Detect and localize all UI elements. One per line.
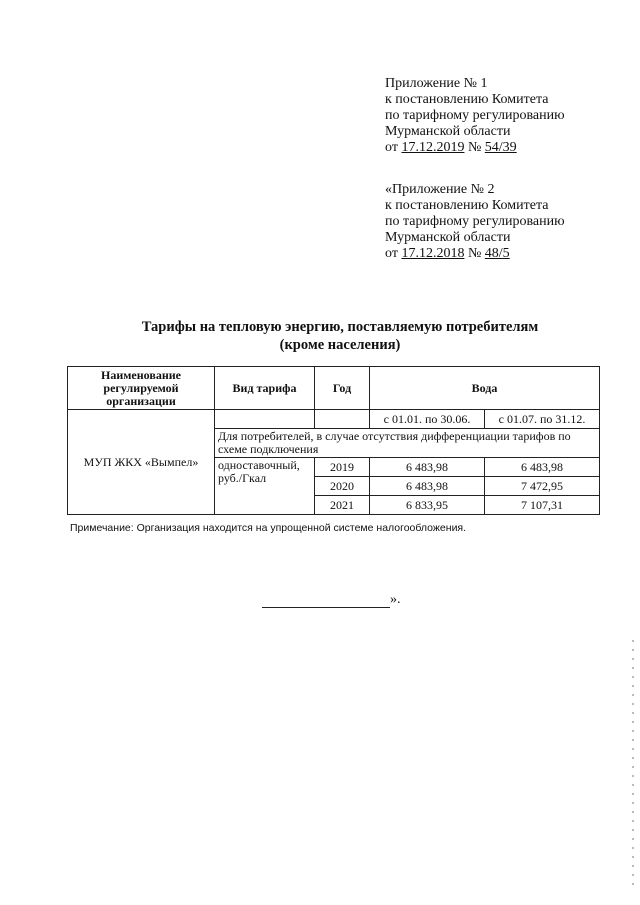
period-2-cell: с 01.07. по 31.12. (485, 410, 600, 429)
appendix-1-block (385, 76, 625, 156)
appendix-1-line-2: к постановлению Комитета (385, 92, 549, 107)
title-line-2: (кроме населения) (279, 337, 401, 353)
closing-quote: ». (390, 592, 401, 607)
year-cell: 2019 (315, 458, 370, 477)
appendix-2-number: 48/5 (484, 246, 510, 261)
header-org: Наименование регулируемой организации (68, 367, 215, 410)
org-name-cell: МУП ЖКХ «Вымпел» (68, 410, 215, 515)
appendix-2-line-4: Мурманской области (385, 230, 511, 245)
tariff-label-cell: одноставочный, руб./Гкал (215, 458, 315, 515)
year-cell: 2021 (315, 496, 370, 515)
number-prefix: № (464, 246, 485, 261)
appendix-2-line-3: по тарифному регулированию (385, 214, 565, 229)
group-label-cell: Для потребителей, в случае отсутствия дифференциации тарифов по схеме подключения (215, 429, 600, 458)
header-year: Год (315, 367, 370, 410)
appendix-1-line-4: Мурманской области (385, 124, 511, 139)
value-h1-cell: 6 483,98 (370, 458, 485, 477)
number-prefix: № (464, 140, 485, 155)
period-1-cell: с 01.01. по 30.06. (370, 410, 485, 429)
table-header-row (68, 367, 600, 410)
title-line-1: Тарифы на тепловую энергию, поставляемую потребителям (141, 319, 539, 335)
appendix-1-number: 54/39 (484, 140, 517, 155)
appendix-2-date: 17.12.2018 (401, 246, 465, 261)
value-h2-cell: 7 472,95 (485, 477, 600, 496)
header-water: Вода (370, 367, 600, 410)
closing-line (262, 592, 401, 608)
date-prefix: от (385, 140, 402, 155)
appendix-1-date: 17.12.2019 (401, 140, 465, 155)
appendix-2-line-2: к постановлению Комитета (385, 198, 549, 213)
appendix-2-line-1: «Приложение № 2 (385, 182, 495, 197)
scan-edge-marks (632, 640, 634, 890)
value-h1-cell: 6 833,95 (370, 496, 485, 515)
table-periods-row (68, 410, 600, 429)
empty-cell (215, 410, 315, 429)
appendix-1-line-1: Приложение № 1 (385, 76, 488, 91)
date-prefix: от (385, 246, 402, 261)
appendix-1-line-3: по тарифному регулированию (385, 108, 565, 123)
document-title (60, 318, 620, 354)
header-tariff-type: Вид тарифа (215, 367, 315, 410)
value-h2-cell: 6 483,98 (485, 458, 600, 477)
appendix-2-block (385, 182, 625, 262)
value-h2-cell: 7 107,31 (485, 496, 600, 515)
blank-underline (262, 595, 390, 608)
table-note: Примечание: Организация находится на упрощенной системе налогообложения. (70, 522, 467, 534)
tariff-table (67, 366, 600, 515)
value-h1-cell: 6 483,98 (370, 477, 485, 496)
year-cell: 2020 (315, 477, 370, 496)
empty-cell (315, 410, 370, 429)
appendix-2-date-line (385, 246, 625, 262)
appendix-1-date-line (385, 140, 625, 156)
